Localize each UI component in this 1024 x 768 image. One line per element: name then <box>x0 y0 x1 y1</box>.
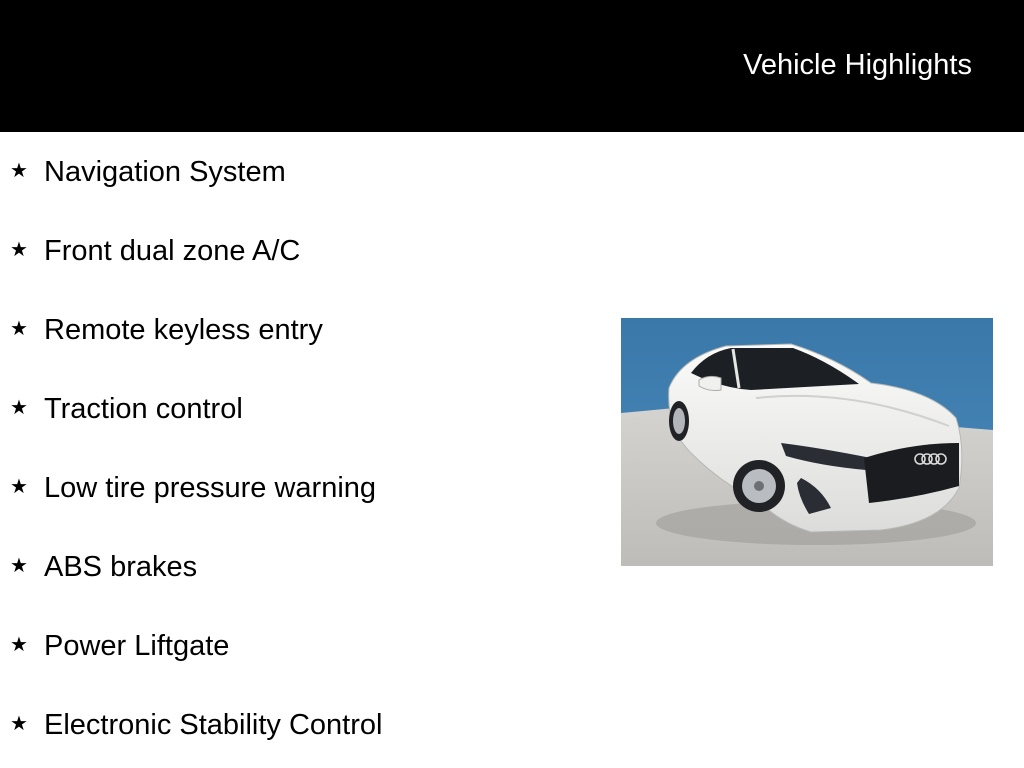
feature-item <box>10 624 382 703</box>
feature-item <box>10 545 382 624</box>
feature-item <box>10 150 382 229</box>
feature-item <box>10 308 382 387</box>
feature-item <box>10 466 382 545</box>
feature-label: Electronic Stability Control <box>44 709 383 741</box>
vehicle-photo-illustration <box>621 318 993 566</box>
feature-list <box>10 150 382 768</box>
star-icon: ★ <box>10 632 28 656</box>
star-icon: ★ <box>10 395 28 419</box>
feature-label: Power Liftgate <box>44 630 230 662</box>
star-icon: ★ <box>10 553 28 577</box>
feature-label: Low tire pressure warning <box>44 472 377 504</box>
feature-label: Front dual zone A/C <box>44 235 301 267</box>
star-icon: ★ <box>10 474 28 498</box>
star-icon: ★ <box>10 711 28 735</box>
feature-label: Traction control <box>44 393 243 425</box>
feature-label: Remote keyless entry <box>44 314 323 346</box>
vehicle-photo <box>621 318 993 566</box>
feature-label: ABS brakes <box>44 551 198 583</box>
star-icon: ★ <box>10 316 28 340</box>
star-icon: ★ <box>10 158 28 182</box>
star-icon: ★ <box>10 237 28 261</box>
feature-label: Navigation System <box>44 156 286 188</box>
feature-item <box>10 703 382 768</box>
feature-item <box>10 229 382 308</box>
header-bar <box>0 0 1024 132</box>
page-title: Vehicle Highlights <box>743 49 972 81</box>
feature-item <box>10 387 382 466</box>
